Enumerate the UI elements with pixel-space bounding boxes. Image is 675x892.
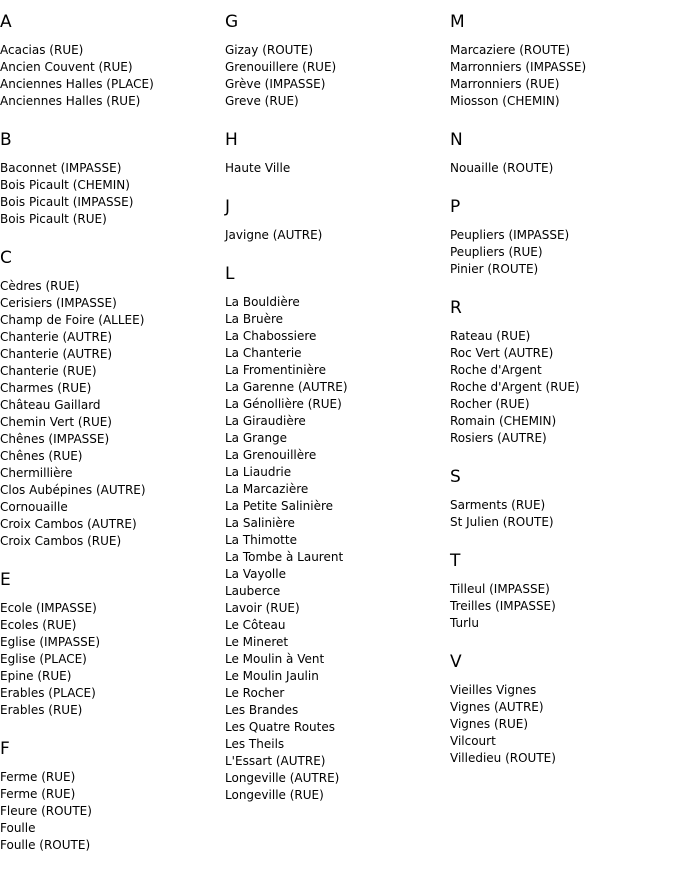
letter-section bbox=[450, 466, 675, 531]
index-column bbox=[0, 0, 225, 873]
street-list bbox=[0, 769, 225, 854]
street-link[interactable]: Gizay (ROUTE) bbox=[225, 43, 314, 57]
street-link[interactable]: Chanterie (AUTRE) bbox=[0, 347, 113, 361]
street-link[interactable]: Longeville (AUTRE) bbox=[225, 771, 340, 785]
street-link[interactable]: La Garenne (AUTRE) bbox=[225, 380, 348, 394]
street-link[interactable]: Nouaille (ROUTE) bbox=[450, 161, 554, 175]
street-link[interactable]: Marcaziere (ROUTE) bbox=[450, 43, 571, 57]
section-letter-heading: P bbox=[450, 197, 461, 217]
section-letter-heading: S bbox=[450, 467, 461, 487]
street-link[interactable]: Acacias (RUE) bbox=[0, 43, 84, 57]
street-link[interactable]: Pinier (ROUTE) bbox=[450, 262, 539, 276]
street-link[interactable]: La Grange bbox=[225, 431, 288, 445]
section-letter-heading: T bbox=[450, 551, 461, 571]
index-column bbox=[225, 0, 450, 823]
street-link[interactable]: La Thimotte bbox=[225, 533, 297, 547]
street-link[interactable]: Lauberce bbox=[225, 584, 281, 598]
street-link[interactable]: Fleure (ROUTE) bbox=[0, 804, 92, 818]
street-link[interactable]: Miosson (CHEMIN) bbox=[450, 94, 560, 108]
street-link[interactable]: Rosiers (AUTRE) bbox=[450, 431, 547, 445]
street-list bbox=[450, 497, 675, 531]
section-letter-heading: A bbox=[0, 12, 12, 32]
street-link[interactable]: Eglise (PLACE) bbox=[0, 652, 87, 666]
section-letter-heading: J bbox=[225, 197, 231, 217]
section-letter-heading: F bbox=[0, 739, 10, 759]
section-letter-heading: G bbox=[225, 12, 239, 32]
street-link[interactable]: Eglise (IMPASSE) bbox=[0, 635, 101, 649]
street-link[interactable]: Epine (RUE) bbox=[0, 669, 72, 683]
street-link[interactable]: Lavoir (RUE) bbox=[225, 601, 300, 615]
street-link[interactable]: L'Essart (AUTRE) bbox=[225, 754, 326, 768]
street-link[interactable]: Clos Aubépines (AUTRE) bbox=[0, 483, 146, 497]
street-link[interactable]: Le Rocher bbox=[225, 686, 285, 700]
street-link[interactable]: Marronniers (IMPASSE) bbox=[450, 60, 587, 74]
letter-section bbox=[0, 129, 225, 228]
street-link[interactable]: Vieilles Vignes bbox=[450, 683, 537, 697]
street-link[interactable]: La Salinière bbox=[225, 516, 295, 530]
street-link[interactable]: Vignes (AUTRE) bbox=[450, 700, 544, 714]
street-link[interactable]: Foulle bbox=[0, 821, 36, 835]
street-link[interactable]: Peupliers (IMPASSE) bbox=[450, 228, 570, 242]
letter-section bbox=[225, 196, 450, 244]
street-link[interactable]: Ecoles (RUE) bbox=[0, 618, 77, 632]
section-letter-heading: C bbox=[0, 248, 12, 268]
street-link[interactable]: Château Gaillard bbox=[0, 398, 101, 412]
street-link[interactable]: La Giraudière bbox=[225, 414, 306, 428]
street-link[interactable]: La Bruère bbox=[225, 312, 284, 326]
street-link[interactable]: Rateau (RUE) bbox=[450, 329, 531, 343]
street-link[interactable]: Vilcourt bbox=[450, 734, 496, 748]
street-link[interactable]: Grève (IMPASSE) bbox=[225, 77, 326, 91]
street-link[interactable]: Cerisiers (IMPASSE) bbox=[0, 296, 117, 310]
index-column bbox=[450, 0, 675, 786]
section-letter-heading: V bbox=[450, 652, 462, 672]
letter-section bbox=[450, 550, 675, 632]
letter-section bbox=[450, 196, 675, 278]
street-list bbox=[450, 581, 675, 632]
street-link[interactable]: Chênes (IMPASSE) bbox=[0, 432, 110, 446]
street-link[interactable]: Chanterie (RUE) bbox=[0, 364, 97, 378]
street-list bbox=[225, 160, 450, 177]
street-link[interactable]: La Chanterie bbox=[225, 346, 302, 360]
street-link[interactable]: Ancien Couvent (RUE) bbox=[0, 60, 133, 74]
street-link[interactable]: Roche d'Argent (RUE) bbox=[450, 380, 580, 394]
street-link[interactable]: Chênes (RUE) bbox=[0, 449, 83, 463]
street-link[interactable]: Les Quatre Routes bbox=[225, 720, 335, 734]
street-link[interactable]: Baconnet (IMPASSE) bbox=[0, 161, 122, 175]
section-letter-heading: L bbox=[225, 264, 235, 284]
street-link[interactable]: Le Mineret bbox=[225, 635, 289, 649]
letter-section bbox=[225, 11, 450, 110]
street-link[interactable]: La Bouldière bbox=[225, 295, 300, 309]
street-link[interactable]: Charmes (RUE) bbox=[0, 381, 92, 395]
street-link[interactable]: Chemin Vert (RUE) bbox=[0, 415, 112, 429]
street-link[interactable]: Ecole (IMPASSE) bbox=[0, 601, 97, 615]
street-link[interactable]: Le Moulin Jaulin bbox=[225, 669, 319, 683]
letter-section bbox=[0, 11, 225, 110]
street-link[interactable]: La Grenouillère bbox=[225, 448, 317, 462]
street-link[interactable]: Bois Picault (IMPASSE) bbox=[0, 195, 134, 209]
letter-section bbox=[450, 11, 675, 110]
street-link[interactable]: La Vayolle bbox=[225, 567, 286, 581]
section-letter-heading: E bbox=[0, 570, 11, 590]
street-link[interactable]: Anciennes Halles (PLACE) bbox=[0, 77, 154, 91]
street-list bbox=[225, 294, 450, 804]
street-list bbox=[450, 160, 675, 177]
street-list bbox=[450, 42, 675, 110]
letter-section bbox=[225, 129, 450, 177]
letter-section bbox=[450, 297, 675, 447]
street-link[interactable]: St Julien (ROUTE) bbox=[450, 515, 554, 529]
letter-section bbox=[225, 263, 450, 804]
section-letter-heading: N bbox=[450, 130, 463, 150]
street-link[interactable]: Villedieu (ROUTE) bbox=[450, 751, 556, 765]
street-link[interactable]: Roche d'Argent bbox=[450, 363, 542, 377]
street-link[interactable]: La Fromentinière bbox=[225, 363, 326, 377]
street-link[interactable]: Chanterie (AUTRE) bbox=[0, 330, 113, 344]
street-link[interactable]: Tilleul (IMPASSE) bbox=[450, 582, 550, 596]
street-link[interactable]: Longeville (RUE) bbox=[225, 788, 324, 802]
street-link[interactable]: Croix Cambos (AUTRE) bbox=[0, 517, 137, 531]
letter-section bbox=[450, 129, 675, 177]
street-link[interactable]: Haute Ville bbox=[225, 161, 291, 175]
street-link[interactable]: Erables (RUE) bbox=[0, 703, 83, 717]
street-link[interactable]: Bois Picault (CHEMIN) bbox=[0, 178, 130, 192]
street-list bbox=[0, 160, 225, 228]
street-list bbox=[0, 278, 225, 550]
street-link[interactable]: La Liaudrie bbox=[225, 465, 292, 479]
street-link[interactable]: Vignes (RUE) bbox=[450, 717, 529, 731]
street-link[interactable]: La Petite Salinière bbox=[225, 499, 333, 513]
street-link[interactable]: Le Côteau bbox=[225, 618, 286, 632]
street-link[interactable]: Cornouaille bbox=[0, 500, 68, 514]
letter-section bbox=[450, 651, 675, 767]
street-link[interactable]: Foulle (ROUTE) bbox=[0, 838, 91, 852]
street-link[interactable]: Ferme (RUE) bbox=[0, 787, 76, 801]
section-letter-heading: R bbox=[450, 298, 462, 318]
street-link[interactable]: La Chabossiere bbox=[225, 329, 317, 343]
street-list bbox=[450, 328, 675, 447]
street-link[interactable]: Croix Cambos (RUE) bbox=[0, 534, 122, 548]
street-link[interactable]: Rocher (RUE) bbox=[450, 397, 530, 411]
street-link[interactable]: Chermillière bbox=[0, 466, 73, 480]
letter-section bbox=[0, 247, 225, 550]
street-list bbox=[225, 227, 450, 244]
street-link[interactable]: La Génollière (RUE) bbox=[225, 397, 342, 411]
street-link[interactable]: Treilles (IMPASSE) bbox=[450, 599, 556, 613]
street-link[interactable]: Grenouillere (RUE) bbox=[225, 60, 337, 74]
street-link[interactable]: Roc Vert (AUTRE) bbox=[450, 346, 554, 360]
street-link[interactable]: Romain (CHEMIN) bbox=[450, 414, 557, 428]
street-link[interactable]: Turlu bbox=[450, 616, 479, 630]
section-letter-heading: B bbox=[0, 130, 12, 150]
letter-section bbox=[0, 569, 225, 719]
street-link[interactable]: Les Theils bbox=[225, 737, 285, 751]
street-link[interactable]: Le Moulin à Vent bbox=[225, 652, 325, 666]
street-link[interactable]: Ferme (RUE) bbox=[0, 770, 76, 784]
street-link[interactable]: Cèdres (RUE) bbox=[0, 279, 80, 293]
street-list bbox=[450, 227, 675, 278]
letter-section bbox=[0, 738, 225, 854]
street-link[interactable]: Marronniers (RUE) bbox=[450, 77, 560, 91]
street-link[interactable]: La Tombe à Laurent bbox=[225, 550, 344, 564]
street-list bbox=[225, 42, 450, 110]
section-letter-heading: H bbox=[225, 130, 238, 150]
street-list bbox=[450, 682, 675, 767]
street-link[interactable]: Erables (PLACE) bbox=[0, 686, 96, 700]
street-link[interactable]: Bois Picault (RUE) bbox=[0, 212, 107, 226]
street-list bbox=[0, 600, 225, 719]
street-link[interactable]: Les Brandes bbox=[225, 703, 299, 717]
street-link[interactable]: Champ de Foire (ALLEE) bbox=[0, 313, 145, 327]
street-link[interactable]: Anciennes Halles (RUE) bbox=[0, 94, 141, 108]
street-list bbox=[0, 42, 225, 110]
street-link[interactable]: La Marcazière bbox=[225, 482, 309, 496]
section-letter-heading: M bbox=[450, 12, 465, 32]
street-link[interactable]: Sarments (RUE) bbox=[450, 498, 546, 512]
street-link[interactable]: Peupliers (RUE) bbox=[450, 245, 543, 259]
street-link[interactable]: Javigne (AUTRE) bbox=[225, 228, 323, 242]
street-link[interactable]: Greve (RUE) bbox=[225, 94, 299, 108]
